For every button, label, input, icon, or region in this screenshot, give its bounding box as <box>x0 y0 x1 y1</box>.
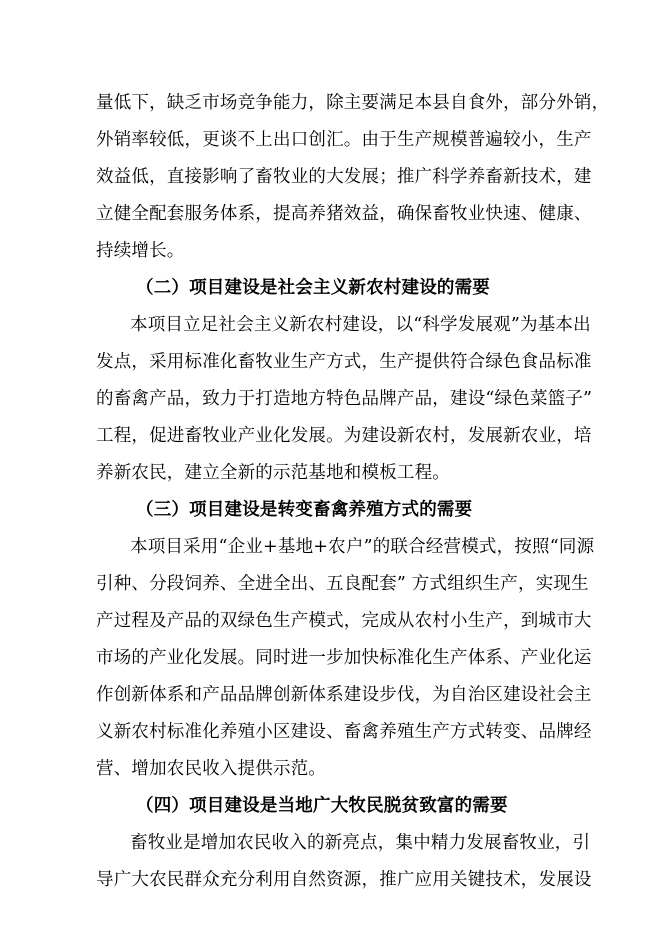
text-line: 发点，采用标准化畜牧业生产方式，生产提供符合绿色食品标准 <box>96 352 592 372</box>
text-line: 立健全配套服务体系，提高养猪效益，确保畜牧业快速、健康、 <box>96 204 592 224</box>
text-line: 持续增长。 <box>96 241 185 261</box>
text-line: 的畜禽产品，致力于打造地方特色品牌产品，建设“绿色菜篮子” <box>96 389 593 409</box>
section-heading-3: （三）项目建设是转变畜禽养殖方式的需要 <box>136 500 473 520</box>
text-line: 工程，促进畜牧业产业化发展。为建设新农村，发展新农业，培 <box>96 426 592 446</box>
text-line: 作创新体系和产品品牌创新体系建设步伐，为自治区建设社会主 <box>96 685 592 705</box>
text-line: 量低下，缺乏市场竞争能力，除主要满足本县自食外，部分外销， <box>96 93 610 113</box>
text-line: 效益低，直接影响了畜牧业的大发展；推广科学养畜新技术，建 <box>96 167 592 187</box>
text-line: 产过程及产品的双绿色生产模式，完成从农村小生产，到城市大 <box>96 611 592 631</box>
text-line: 营、增加农民收入提供示范。 <box>96 759 327 779</box>
text-line: 本项目采用“企业+基地+农户”的联合经营模式，按照“同源 <box>130 537 595 557</box>
section-heading-4: （四）项目建设是当地广大牧民脱贫致富的需要 <box>136 796 508 816</box>
text-line: 外销率较低，更谈不上出口创汇。由于生产规模普遍较小，生产 <box>96 130 592 150</box>
section-heading-2: （二）项目建设是社会主义新农村建设的需要 <box>136 278 490 298</box>
text-line: 义新农村标准化养殖小区建设、畜禽养殖生产方式转变、品牌经 <box>96 722 592 742</box>
text-line: 畜牧业是增加农民收入的新亮点，集中精力发展畜牧业，引 <box>130 833 591 853</box>
text-line: 引种、分段饲养、全进全出、五良配套” 方式组织生产，实现生 <box>96 574 589 594</box>
text-line: 养新农民，建立全新的示范基地和模板工程。 <box>96 463 450 483</box>
text-line: 本项目立足社会主义新农村建设，以“科学发展观”为基本出 <box>130 315 591 335</box>
text-line: 市场的产业化发展。同时进一步加快标准化生产体系、产业化运 <box>96 648 592 668</box>
text-line: 导广大农民群众充分利用自然资源，推广应用关键技术，发展设 <box>96 870 592 890</box>
